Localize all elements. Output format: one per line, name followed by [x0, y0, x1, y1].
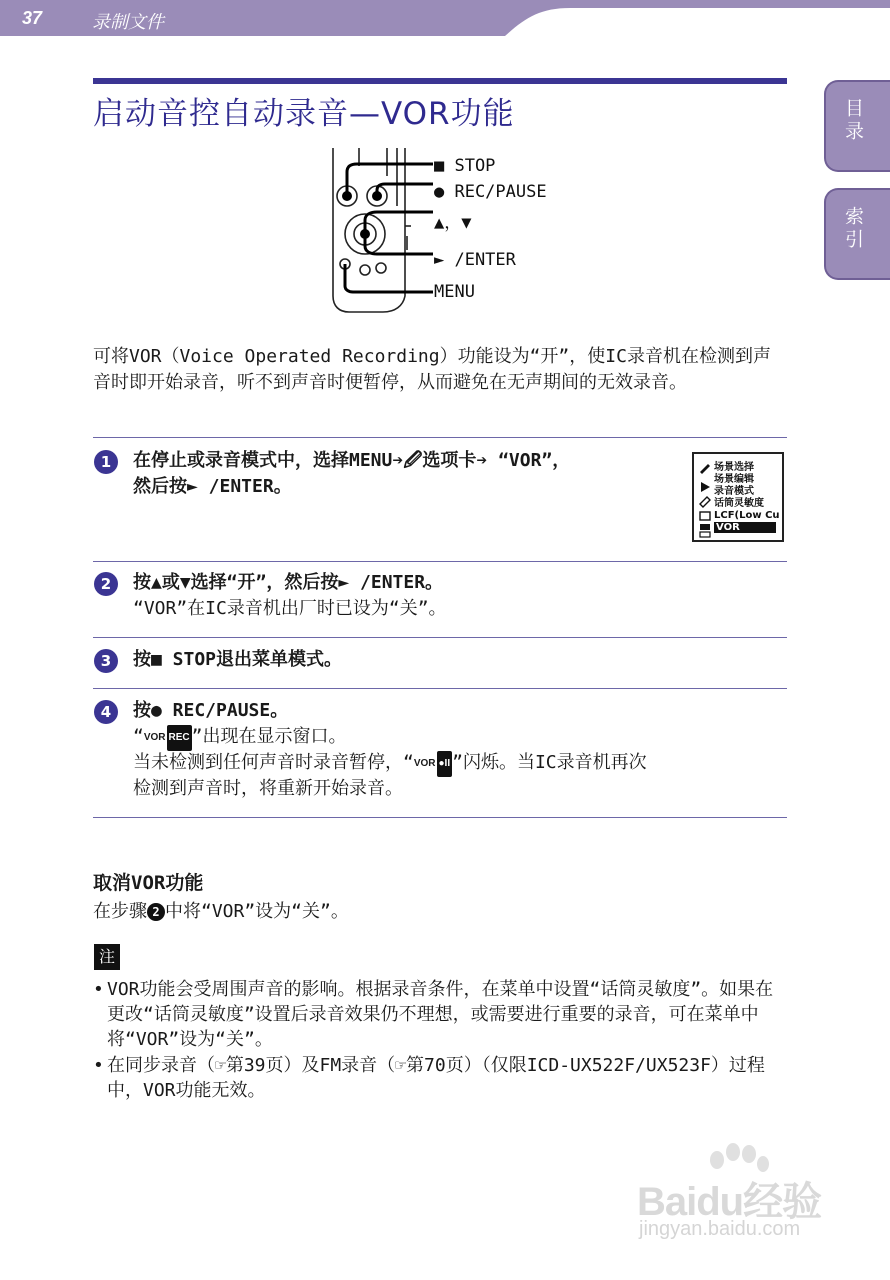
cancel-before: 在步骤: [93, 901, 147, 922]
menu-item-scene-select: 场景选择: [714, 462, 754, 473]
divider: [93, 637, 787, 638]
step-4-number: 4: [94, 700, 118, 724]
step-1-number: 1: [94, 450, 118, 474]
vor-pause-tag: ●II: [437, 751, 453, 777]
step-4-text: 按● REC/PAUSE。: [133, 700, 289, 721]
note-item-2: [93, 1053, 783, 1103]
vor-pause-prefix: VOR: [413, 758, 436, 769]
menu-item-mic-sens: 话筒灵敏度: [714, 498, 764, 509]
watermark-brand: Baidu经验: [637, 1180, 822, 1224]
cancel-after: 中将“VOR”设为“关”。: [165, 901, 349, 922]
tool-icon: 🖉: [403, 450, 423, 471]
menu-screen: [692, 452, 784, 542]
step-ref-badge: 2: [147, 903, 165, 921]
step-3-text: 按■ STOP退出菜单模式。: [133, 649, 343, 670]
step-4-sub2-prefix: 当未检测到任何声音时录音暂停，“: [133, 752, 414, 773]
label-enter: ► /ENTER: [434, 250, 516, 270]
baidu-watermark: [633, 1142, 843, 1252]
step-4-sub2: [133, 750, 647, 777]
header-band: [0, 0, 890, 36]
divider: [93, 688, 787, 689]
note-item-1-text: VOR功能会受周围声音的影响。根据录音条件，在菜单中设置“话筒灵敏度”。如果在更改“话筒灵敏度”设置后录音效果仍不理想，或需要进行重要的录音，可在菜单中将“VOR”设为“关”。: [107, 979, 774, 1050]
step-4-sub3: 检测到声音时，将重新开始录音。: [133, 778, 403, 799]
bullet-icon: •: [93, 979, 104, 1000]
step-1-line1b: 选项卡➔ “VOR”，: [422, 450, 571, 471]
menu-item-rec-mode: 录音模式: [714, 486, 754, 497]
menu-item-scene-edit: 场景编辑: [714, 474, 754, 485]
vor-pause-indicator: [414, 751, 452, 777]
tab-toc[interactable]: [824, 80, 890, 172]
bullet-icon: •: [93, 1055, 104, 1076]
step-1-line1: 在停止或录音模式中，选择MENU➔: [133, 450, 404, 471]
tab-toc-label: 目录: [842, 98, 864, 144]
watermark-url: jingyan.baidu.com: [639, 1218, 801, 1240]
note-badge: 注: [94, 944, 120, 970]
menu-item-lcf: LCF(Low Cu: [714, 510, 780, 521]
vor-rec-tag: REC: [167, 725, 192, 751]
step-4-sub1: “VOR REC ”出现在显示窗口。: [133, 724, 346, 751]
cancel-body: [93, 897, 349, 923]
step-4-sub2-suffix: ”闪烁。当IC录音机再次: [452, 752, 647, 773]
page-title: 启动音控自动录音—VOR功能: [93, 96, 515, 132]
divider: [93, 437, 787, 438]
vor-rec-prefix: VOR: [143, 732, 166, 743]
vor-rec-indicator: [144, 725, 192, 751]
step-2-text: 按▲或▼选择“开”，然后按► /ENTER。: [133, 572, 444, 593]
menu-side-icons: [698, 460, 712, 538]
note-item-1: [93, 977, 783, 1052]
page-number: 37: [22, 8, 43, 28]
menu-item-vor: VOR: [714, 522, 776, 533]
step-3-number: 3: [94, 649, 118, 673]
note-item-2-text: 在同步录音（☞第39页）及FM录音（☞第70页）（仅限ICD-UX522F/UX523F）过程中，VOR功能无效。: [107, 1055, 765, 1101]
section-title: 录制文件: [92, 12, 164, 33]
step-1-text: [133, 448, 570, 500]
label-up-down: ▲，▼: [434, 213, 472, 233]
step-4-sub1-suffix: ”出现在显示窗口。: [191, 726, 347, 747]
label-rec-pause: ● REC/PAUSE: [434, 182, 547, 202]
divider: [93, 817, 787, 818]
step-1-line2: 然后按► /ENTER。: [133, 476, 292, 497]
divider: [93, 561, 787, 562]
tab-index[interactable]: [824, 188, 890, 280]
step-2-number: 2: [94, 572, 118, 596]
intro-paragraph: 可将VOR（Voice Operated Recording）功能设为“开”，使IC录音机在检测到声音时即开始录音，听不到声音时便暂停，从而避免在无声期间的无效录音。: [93, 346, 771, 393]
label-menu: MENU: [434, 282, 475, 302]
title-rule: [93, 78, 787, 84]
cancel-heading: 取消VOR功能: [93, 872, 204, 894]
label-stop: ■ STOP: [434, 156, 496, 176]
step-2-sub: “VOR”在IC录音机出厂时已设为“关”。: [133, 598, 447, 619]
tab-index-label: 索引: [842, 206, 864, 252]
